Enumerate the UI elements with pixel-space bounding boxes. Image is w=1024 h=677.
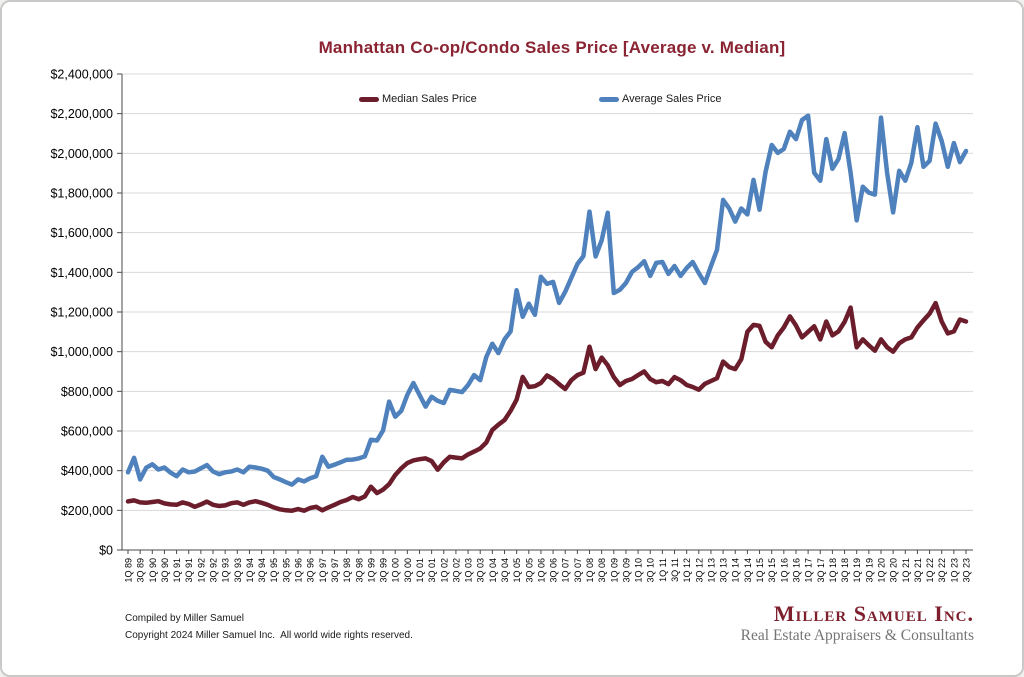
miller-samuel-logo [741,602,974,646]
svg-text:1Q 98: 1Q 98 [342,558,353,583]
svg-text:$2,200,000: $2,200,000 [50,107,113,122]
svg-text:3Q 06: 3Q 06 [548,558,559,583]
svg-text:1Q 22: 1Q 22 [925,558,936,583]
svg-text:3Q 14: 3Q 14 [742,558,753,583]
svg-text:3Q 02: 3Q 02 [451,558,462,583]
svg-text:1Q 02: 1Q 02 [439,558,450,583]
svg-text:3Q 13: 3Q 13 [718,558,729,583]
svg-text:3Q 97: 3Q 97 [329,558,340,583]
svg-text:1Q 90: 1Q 90 [147,558,158,583]
svg-text:3Q 08: 3Q 08 [597,558,608,583]
svg-text:3Q 91: 3Q 91 [184,558,195,583]
svg-text:$2,000,000: $2,000,000 [50,146,113,161]
svg-text:3Q 07: 3Q 07 [572,558,583,583]
svg-text:1Q 06: 1Q 06 [536,558,547,583]
chart-title: Manhattan Co-op/Condo Sales Price [Average v. Median] [318,38,786,57]
svg-text:1Q 91: 1Q 91 [172,558,183,583]
svg-text:1Q 89: 1Q 89 [123,558,134,583]
svg-text:3Q 90: 3Q 90 [159,558,170,583]
svg-text:1Q 07: 1Q 07 [560,558,571,583]
svg-text:3Q 18: 3Q 18 [840,558,851,583]
svg-text:3Q 95: 3Q 95 [281,558,292,583]
svg-text:1Q 18: 1Q 18 [827,558,838,583]
svg-text:3Q 10: 3Q 10 [645,558,656,583]
svg-text:$200,000: $200,000 [60,503,113,518]
svg-text:1Q 09: 1Q 09 [609,558,620,583]
svg-text:1Q 92: 1Q 92 [196,558,207,583]
svg-text:1Q 94: 1Q 94 [244,558,255,583]
legend-label-median: Median Sales Price [382,93,477,105]
svg-text:3Q 98: 3Q 98 [354,558,365,583]
svg-text:$400,000: $400,000 [60,464,113,479]
svg-text:3Q 20: 3Q 20 [888,558,899,583]
svg-text:$1,400,000: $1,400,000 [50,265,113,280]
svg-text:$1,800,000: $1,800,000 [50,186,113,201]
svg-text:3Q 16: 3Q 16 [791,558,802,583]
svg-text:3Q 04: 3Q 04 [499,558,510,583]
svg-text:3Q 23: 3Q 23 [961,558,972,583]
compiled-by-text: Compiled by Miller Samuel [125,613,244,624]
svg-text:3Q 15: 3Q 15 [767,558,778,583]
svg-text:3Q 92: 3Q 92 [208,558,219,583]
svg-text:1Q 08: 1Q 08 [585,558,596,583]
svg-text:1Q 03: 1Q 03 [463,558,474,583]
svg-text:3Q 03: 3Q 03 [475,558,486,583]
svg-text:3Q 11: 3Q 11 [670,558,681,582]
svg-text:$600,000: $600,000 [60,424,113,439]
svg-text:3Q 05: 3Q 05 [524,558,535,583]
svg-text:1Q 17: 1Q 17 [803,558,814,583]
svg-text:$1,200,000: $1,200,000 [50,305,113,320]
svg-text:3Q 21: 3Q 21 [912,558,923,583]
svg-text:1Q 95: 1Q 95 [269,558,280,583]
svg-text:1Q 13: 1Q 13 [706,558,717,583]
svg-text:1Q 21: 1Q 21 [900,558,911,583]
svg-text:1Q 15: 1Q 15 [755,558,766,583]
svg-text:1Q 00: 1Q 00 [390,558,401,583]
legend-label-average: Average Sales Price [622,93,722,105]
svg-text:1Q 20: 1Q 20 [876,558,887,583]
svg-text:3Q 99: 3Q 99 [378,558,389,583]
svg-text:1Q 96: 1Q 96 [293,558,304,583]
logo-name: Miller Samuel Inc. [773,601,974,626]
svg-text:1Q 11: 1Q 11 [657,558,668,582]
svg-text:3Q 09: 3Q 09 [621,558,632,583]
svg-text:1Q 05: 1Q 05 [512,558,523,583]
svg-text:3Q 17: 3Q 17 [815,558,826,583]
svg-text:1Q 12: 1Q 12 [682,558,693,583]
svg-text:1Q 99: 1Q 99 [366,558,377,583]
svg-text:3Q 00: 3Q 00 [402,558,413,583]
svg-text:1Q 04: 1Q 04 [487,558,498,583]
copyright-text: Copyright 2024 Miller Samuel Inc. All world wide rights reserved. [125,630,413,641]
svg-text:1Q 01: 1Q 01 [414,558,425,583]
svg-text:1Q 97: 1Q 97 [317,558,328,583]
svg-text:$1,000,000: $1,000,000 [50,345,113,360]
svg-text:3Q 93: 3Q 93 [232,558,243,583]
svg-text:3Q 01: 3Q 01 [427,558,438,583]
svg-text:3Q 96: 3Q 96 [305,558,316,583]
svg-text:$1,600,000: $1,600,000 [50,226,113,241]
svg-text:$2,400,000: $2,400,000 [50,67,113,82]
svg-text:1Q 93: 1Q 93 [220,558,231,583]
svg-text:3Q 94: 3Q 94 [257,558,268,583]
svg-text:1Q 19: 1Q 19 [852,558,863,583]
svg-text:1Q 23: 1Q 23 [949,558,960,583]
svg-text:3Q 22: 3Q 22 [937,558,948,583]
svg-text:1Q 10: 1Q 10 [633,558,644,583]
svg-text:3Q 89: 3Q 89 [135,558,146,583]
footer-credits [125,610,413,644]
svg-text:1Q 16: 1Q 16 [779,558,790,583]
svg-text:3Q 12: 3Q 12 [694,558,705,583]
sales-price-line-chart [2,2,1022,675]
svg-text:1Q 14: 1Q 14 [730,558,741,583]
svg-text:3Q 19: 3Q 19 [864,558,875,583]
svg-text:$800,000: $800,000 [60,384,113,399]
logo-tagline: Real Estate Appraisers & Consultants [740,627,974,644]
svg-text:$0: $0 [99,543,113,558]
